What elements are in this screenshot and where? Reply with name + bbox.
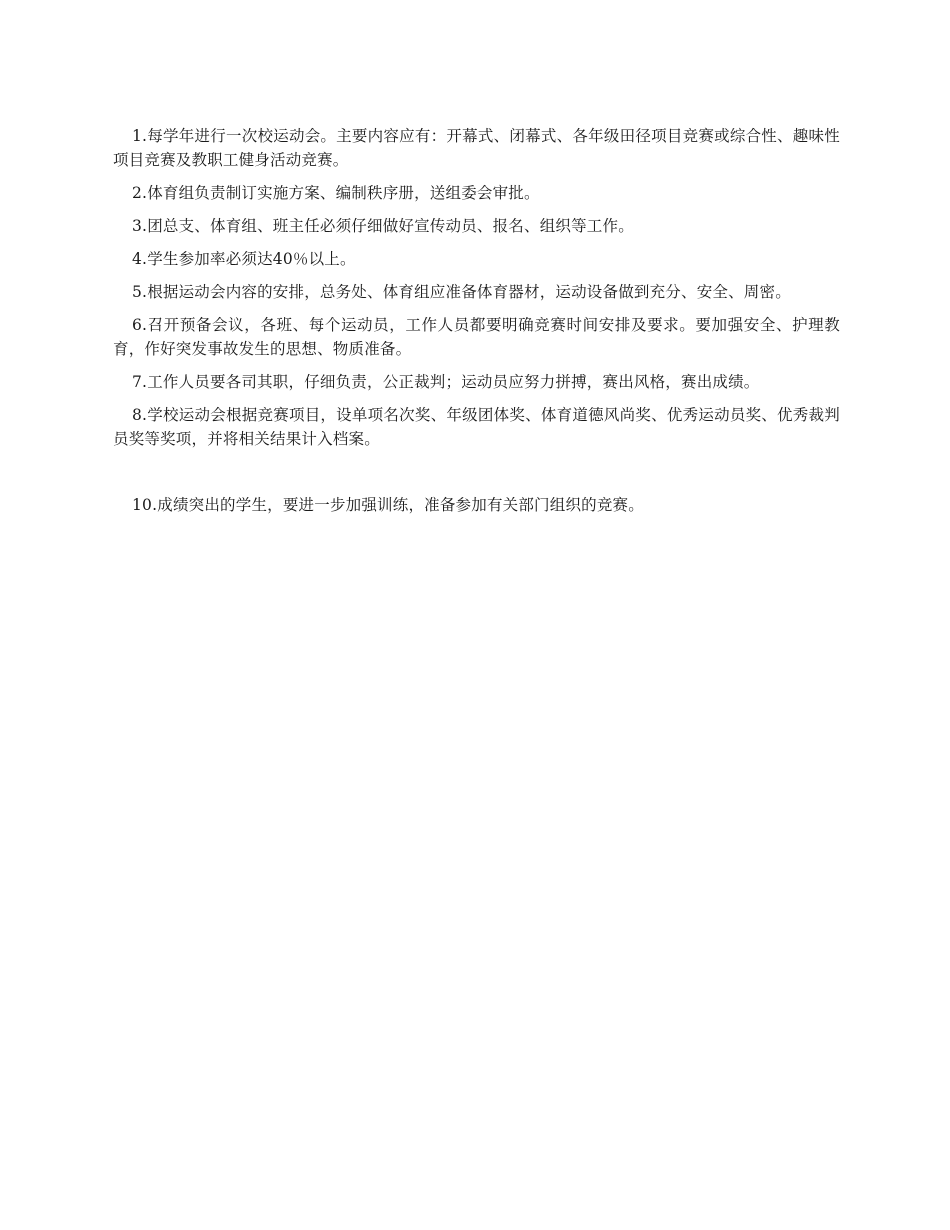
paragraph-8: 8.学校运动会根据竞赛项目，设单项名次奖、年级团体奖、体育道德风尚奖、优秀运动员奖、优秀裁判员奖等奖项，并将相关结果计入档案。 (113, 406, 840, 448)
paragraph-4: 4.学生参加率必须达40％以上。 (132, 250, 356, 268)
paragraph-3: 3.团总支、体育组、班主任必须仔细做好宣传动员、报名、组织等工作。 (132, 217, 634, 235)
paragraph-1: 1.每学年进行一次校运动会。主要内容应有：开幕式、闭幕式、各年级田径项目竞赛或综合性、趣味性项目竞赛及教职工健身活动竞赛。 (113, 127, 840, 169)
document-body (113, 124, 840, 526)
paragraph-5: 5.根据运动会内容的安排，总务处、体育组应准备体育器材，运动设备做到充分、安全、周密。 (132, 283, 791, 301)
paragraph-6: 6.召开预备会议，各班、每个运动员，工作人员都要明确竞赛时间安排及要求。要加强安全、护理教育，作好突发事故发生的思想、物质准备。 (113, 316, 840, 358)
paragraph-10: 10.成绩突出的学生，要进一步加强训练，准备参加有关部门组织的竞赛。 (132, 496, 644, 514)
paragraph-7: 7.工作人员要各司其职，仔细负责，公正裁判；运动员应努力拼搏，赛出风格，赛出成绩。 (132, 373, 760, 391)
paragraph-2: 2.体育组负责制订实施方案、编制秩序册，送组委会审批。 (132, 184, 540, 202)
